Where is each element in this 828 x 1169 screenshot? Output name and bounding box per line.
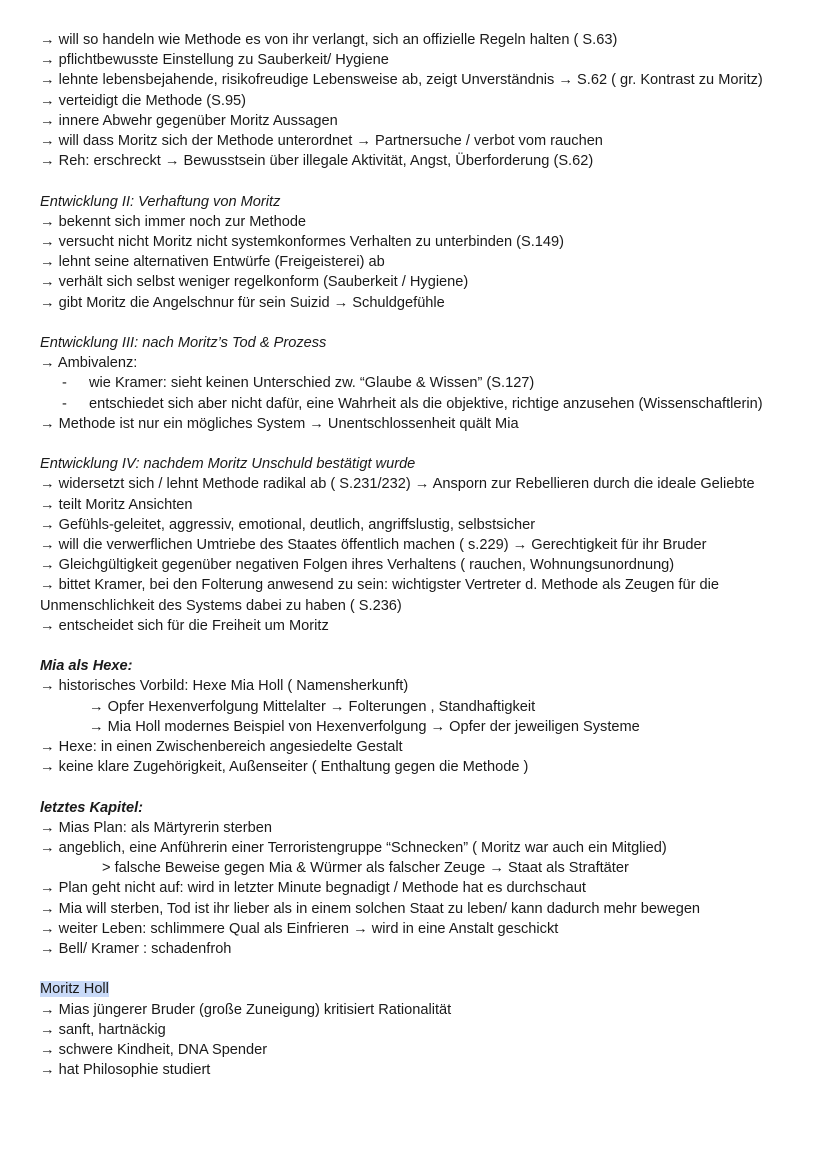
block-1 [40, 30, 800, 171]
text-line: → entscheidet sich für die Freiheit um Moritz [40, 617, 329, 634]
section-heading: Mia als Hexe: [40, 658, 133, 675]
document-page [40, 30, 800, 1080]
text-line: → lehnte lebensbejahende, risikofreudige Lebensweise ab, zeigt Unverständnis → S.62 ( gr. Kontrast zu Moritz) [40, 72, 763, 89]
text-line: → verhält sich selbst weniger regelkonform (Sauberkeit / Hygiene) [40, 274, 469, 291]
section-entwicklung-4 [40, 454, 800, 636]
section-entwicklung-3 [40, 333, 800, 434]
dash-item-text: wie Kramer: sieht keinen Unterschied zw. “Glaube & Wissen” (S.127) [89, 375, 535, 392]
text-line: → bittet Kramer, bei den Folterung anwesend zu sein: wichtigster Vertreter d. Methode als Zeugen für die Unmenschlichkeit des Systems dabei zu haben ( S.236) [40, 577, 719, 614]
text-line: → lehnt seine alternativen Entwürfe (Freigeisterei) ab [40, 254, 385, 271]
section-heading: letztes Kapitel: [40, 799, 143, 816]
indented-line: > falsche Beweise gegen Mia & Würmer als falscher Zeuge → Staat als Straftäter [102, 860, 629, 877]
indented-line: → Mia Holl modernes Beispiel von Hexenverfolgung → Opfer der jeweiligen Systeme [89, 718, 640, 735]
text-line: → Methode ist nur ein mögliches System → Unentschlossenheit quält Mia [40, 415, 519, 432]
dash-bullet: - [62, 375, 67, 392]
section-moritz-holl [40, 979, 800, 1080]
text-line: → Hexe: in einen Zwischenbereich angesiedelte Gestalt [40, 739, 403, 756]
text-line: → widersetzt sich / lehnt Methode radikal ab ( S.231/232) → Ansporn zur Rebellieren durch die ideale Geliebte [40, 476, 755, 493]
text-line: → will so handeln wie Methode es von ihr verlangt, sich an offizielle Regeln halten ( S.63) [40, 32, 618, 48]
dash-bullet: - [62, 395, 67, 412]
section-mia-als-hexe [40, 656, 800, 777]
section-heading: Entwicklung II: Verhaftung von Moritz [40, 193, 281, 210]
section-letztes-kapitel [40, 798, 800, 960]
text-line: → Ambivalenz: [40, 355, 138, 372]
text-line: → versucht nicht Moritz nicht systemkonformes Verhalten zu unterbinden (S.149) [40, 234, 564, 251]
highlighted-heading: Moritz Holl [40, 981, 109, 998]
text-line: → Gleichgültigkeit gegenüber negativen Folgen ihres Verhaltens ( rauchen, Wohnungsunordnung) [40, 557, 675, 574]
text-line: → teilt Moritz Ansichten [40, 496, 193, 513]
text-line: → will die verwerflichen Umtriebe des Staates öffentlich machen ( s.229) → Gerechtigkeit für ihr Bruder [40, 537, 707, 554]
dash-list-item [40, 394, 800, 414]
text-line: → Mias Plan: als Märtyrerin sterben [40, 819, 272, 836]
indented-line: → Opfer Hexenverfolgung Mittelalter → Folterungen , Standhaftigkeit [89, 698, 536, 715]
text-line: → gibt Moritz die Angelschnur für sein Suizid → Schuldgefühle [40, 294, 445, 311]
dash-list-item [40, 373, 800, 393]
text-line: → will dass Moritz sich der Methode unterordnet → Partnersuche / verbot vom rauchen [40, 133, 603, 150]
text-line: → verteidigt die Methode (S.95) [40, 92, 247, 109]
text-line: → Mia will sterben, Tod ist ihr lieber als in einem solchen Staat zu leben/ kann dadurch mehr bewegen [40, 900, 701, 917]
text-line: → weiter Leben: schlimmere Qual als Einfrieren → wird in eine Anstalt geschickt [40, 920, 559, 937]
text-line: → bekennt sich immer noch zur Methode [40, 213, 307, 230]
text-line: → Reh: erschreckt → Bewusstsein über illegale Aktivität, Angst, Überforderung (S.62) [40, 153, 594, 170]
section-entwicklung-2 [40, 192, 800, 313]
text-line: → angeblich, eine Anführerin einer Terroristengruppe “Schnecken” ( Moritz war auch ein Mitglied) [40, 840, 667, 857]
text-line: → schwere Kindheit, DNA Spender [40, 1042, 268, 1059]
text-line: → innere Abwehr gegenüber Moritz Aussagen [40, 112, 338, 129]
text-line: → hat Philosophie studiert [40, 1062, 211, 1079]
text-line: → historisches Vorbild: Hexe Mia Holl ( Namensherkunft) [40, 678, 409, 695]
text-line: → Gefühls-geleitet, aggressiv, emotional, deutlich, angriffslustig, selbstsicher [40, 516, 536, 533]
text-line: → keine klare Zugehörigkeit, Außenseiter ( Enthaltung gegen die Methode ) [40, 759, 529, 776]
text-line: → sanft, hartnäckig [40, 1021, 166, 1038]
text-line: → pflichtbewusste Einstellung zu Sauberkeit/ Hygiene [40, 52, 389, 69]
text-line: → Bell/ Kramer : schadenfroh [40, 941, 232, 958]
text-line: → Mias jüngerer Bruder (große Zuneigung) kritisiert Rationalität [40, 1001, 452, 1018]
section-heading: Entwicklung IV: nachdem Moritz Unschuld bestätigt wurde [40, 456, 416, 473]
section-heading-container [40, 979, 800, 999]
dash-item-text: entschiedet sich aber nicht dafür, eine Wahrheit als die objektive, richtige anzusehen (Wissenschaftlerin) [89, 395, 763, 412]
section-heading: Entwicklung III: nach Moritz’s Tod & Prozess [40, 335, 327, 352]
text-line: → Plan geht nicht auf: wird in letzter Minute begnadigt / Methode hat es durchschaut [40, 880, 586, 897]
